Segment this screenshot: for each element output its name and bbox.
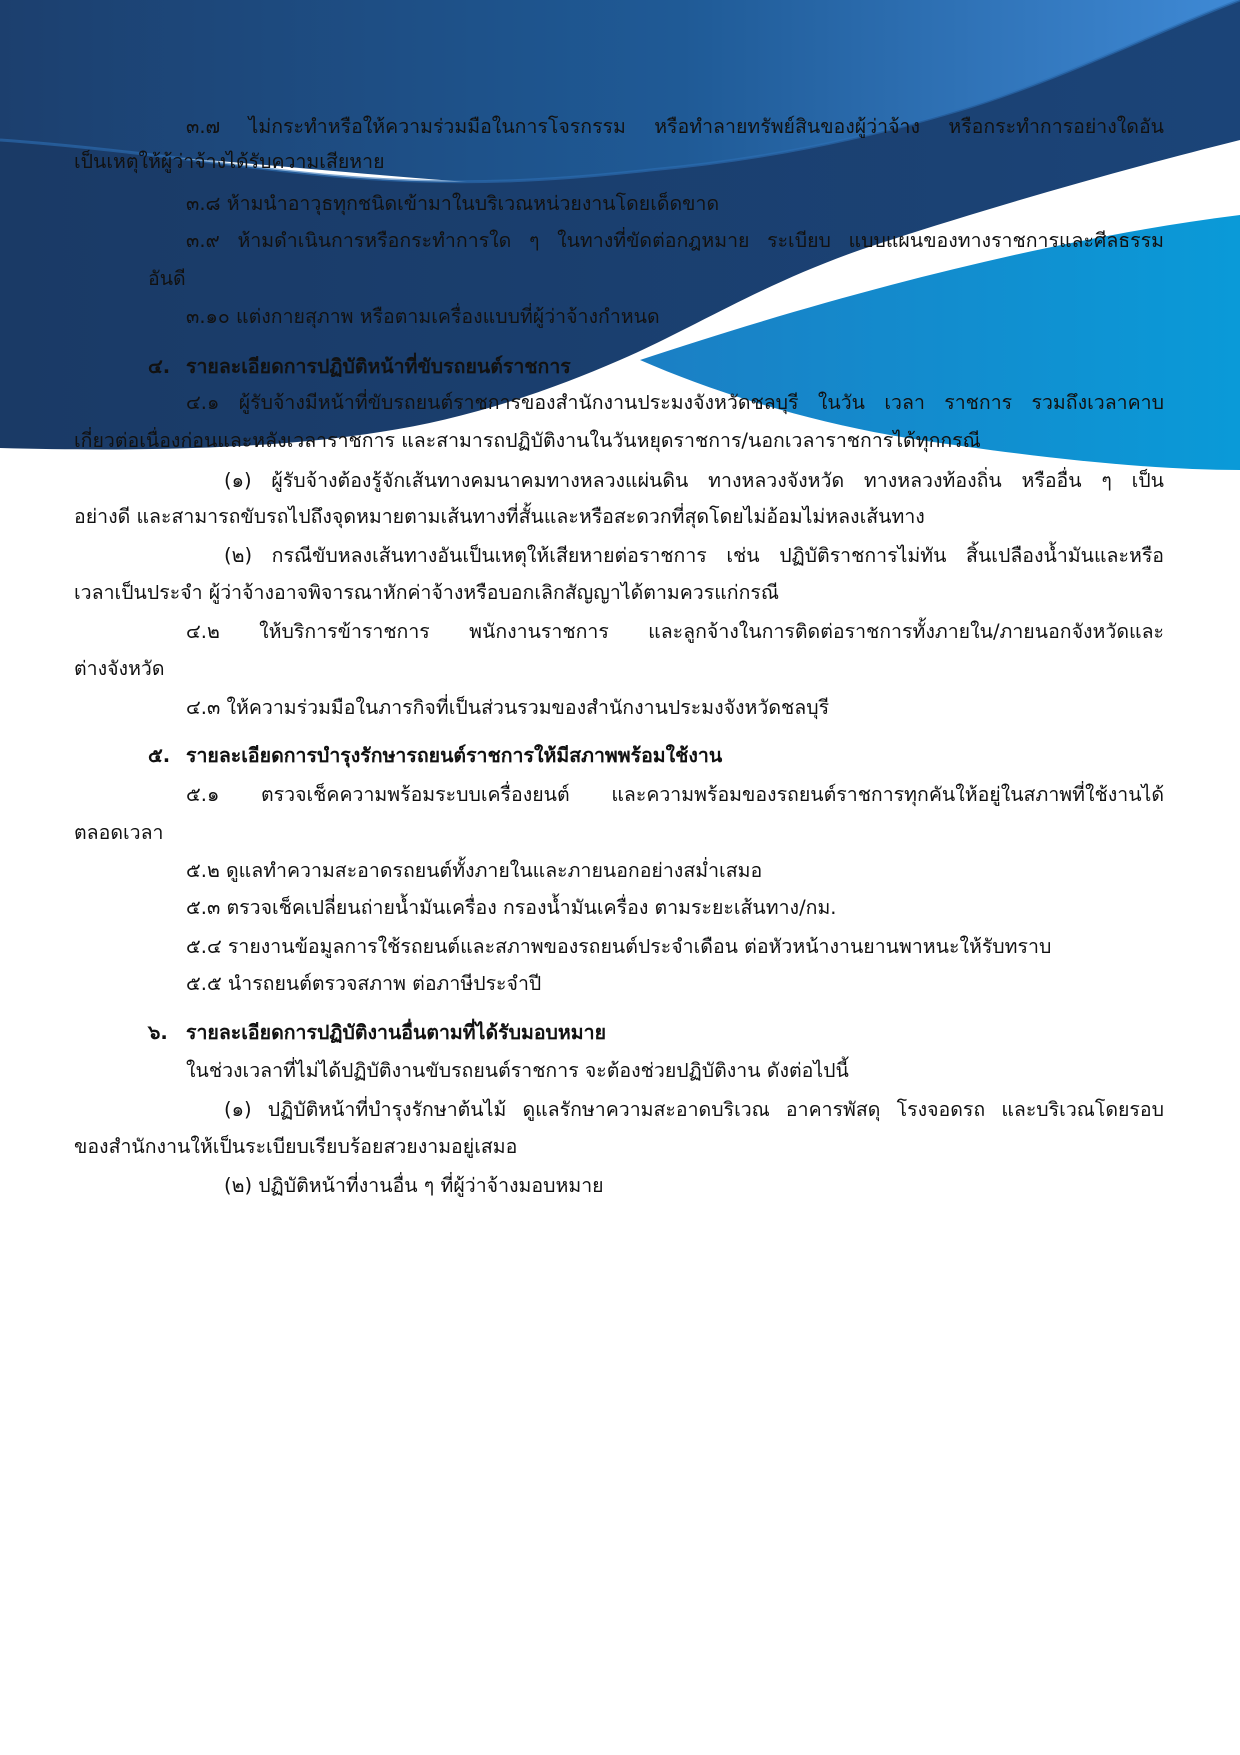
clause-3-9-line-1: ๓.๙ ห้ามดำเนินการหรือกระทำการใด ๆ ในทางที่ขัดต่อกฎหมาย ระเบียบ แบบแผนของทางราชการและศีลธรรม	[186, 229, 1164, 252]
clause-4-3: ๔.๓ ให้ความร่วมมือในภารกิจที่เป็นส่วนรวมของสำนักงานประมงจังหวัดชลบุรี	[186, 696, 830, 719]
clause-3-7-line-1: ๓.๗ ไม่กระทำหรือให้ความร่วมมือในการโจรกรรม หรือทำลายทรัพย์สินของผู้ว่าจ้าง หรือกระทำการอย่างใดอัน	[186, 115, 1164, 138]
clause-5-1-line-2: ตลอดเวลา	[74, 821, 164, 844]
clause-5-4: ๕.๔ รายงานข้อมูลการใช้รถยนต์และสภาพของรถยนต์ประจำเดือน ต่อหัวหน้างานยานพาหนะให้รับทราบ	[186, 935, 1052, 958]
section-5-heading: รายละเอียดการบำรุงรักษารถยนต์ราชการให้มีสภาพพร้อมใช้งาน	[186, 744, 723, 767]
clause-6-1-line-1: (๑) ปฏิบัติหน้าที่บำรุงรักษาต้นไม้ ดูแลรักษาความสะอาดบริเวณ อาคารพัสดุ โรงจอดรถ และบริเวณโดยรอบ	[224, 1098, 1164, 1121]
clause-4-1-line-1: ๔.๑ ผู้รับจ้างมีหน้าที่ขับรถยนต์ราชการของสำนักงานประมงจังหวัดชลบุรี ในวัน เวลา ราชการ รวมถึงเวลาคาบ	[186, 391, 1164, 414]
clause-3-10: ๓.๑๐ แต่งกายสุภาพ หรือตามเครื่องแบบที่ผู้ว่าจ้างกำหนด	[186, 305, 660, 328]
clause-6-2: (๒) ปฏิบัติหน้าที่งานอื่น ๆ ที่ผู้ว่าจ้างมอบหมาย	[224, 1174, 604, 1197]
clause-3-9-line-2: อันดี	[148, 267, 186, 290]
clause-4-1-2-line-2: เวลาเป็นประจำ ผู้ว่าจ้างอาจพิจารณาหักค่าจ้างหรือบอกเลิกสัญญาได้ตามควรแก่กรณี	[74, 581, 779, 604]
clause-6-1-line-2: ของสำนักงานให้เป็นระเบียบเรียบร้อยสวยงามอยู่เสมอ	[74, 1135, 518, 1158]
section-6-heading: รายละเอียดการปฏิบัติงานอื่นตามที่ได้รับมอบหมาย	[186, 1021, 606, 1044]
clause-4-2-line-2: ต่างจังหวัด	[74, 657, 165, 680]
clause-3-8: ๓.๘ ห้ามนำอาวุธทุกชนิดเข้ามาในบริเวณหน่วยงานโดยเด็ดขาด	[186, 192, 720, 215]
clause-5-3: ๕.๓ ตรวจเช็คเปลี่ยนถ่ายน้ำมันเครื่อง กรองน้ำมันเครื่อง ตามระยะเส้นทาง/กม.	[186, 896, 837, 919]
clause-5-5: ๕.๕ นำรถยนต์ตรวจสภาพ ต่อภาษีประจำปี	[186, 972, 542, 995]
clause-5-1-line-1: ๕.๑ ตรวจเช็คความพร้อมระบบเครื่องยนต์ และความพร้อมของรถยนต์ราชการทุกคันให้อยู่ในสภาพที่ใช้งานได้	[186, 783, 1164, 806]
clause-4-1-line-2: เกี่ยวต่อเนื่องก่อนและหลังเวลาราชการ และสามารถปฏิบัติงานในวันหยุดราชการ/นอกเวลาราชการได้ทุกกรณี	[74, 429, 981, 452]
clause-5-2: ๕.๒ ดูแลทำความสะอาดรถยนต์ทั้งภายในและภายนอกอย่างสม่ำเสมอ	[186, 859, 763, 882]
section-6-number: ๖.	[148, 1021, 168, 1044]
section-5-number: ๕.	[148, 744, 171, 767]
section-6-intro: ในช่วงเวลาที่ไม่ได้ปฏิบัติงานขับรถยนต์ราชการ จะต้องช่วยปฏิบัติงาน ดังต่อไปนี้	[186, 1059, 849, 1082]
section-4-heading: รายละเอียดการปฏิบัติหน้าที่ขับรถยนต์ราชการ	[186, 355, 571, 378]
section-4-number: ๔.	[148, 355, 171, 378]
clause-4-1-1-line-1: (๑) ผู้รับจ้างต้องรู้จักเส้นทางคมนาคมทางหลวงแผ่นดิน ทางหลวงจังหวัด ทางหลวงท้องถิ่น หรืออื่น ๆ เป็น	[224, 469, 1164, 492]
clause-4-1-1-line-2: อย่างดี และสามารถขับรถไปถึงจุดหมายตามเส้นทางที่สั้นและหรือสะดวกที่สุดโดยไม่อ้อมไม่หลงเส้นทาง	[74, 505, 925, 528]
clause-4-2-line-1: ๔.๒ ให้บริการข้าราชการ พนักงานราชการ และลูกจ้างในการติดต่อราชการทั้งภายใน/ภายนอกจังหวัดและ	[186, 620, 1164, 643]
clause-4-1-2-line-1: (๒) กรณีขับหลงเส้นทางอันเป็นเหตุให้เสียหายต่อราชการ เช่น ปฏิบัติราชการไม่ทัน สิ้นเปลืองน้ำมันและหรือ	[224, 544, 1164, 567]
clause-3-7-line-2: เป็นเหตุให้ผู้ว่าจ้างได้รับความเสียหาย	[74, 150, 385, 173]
